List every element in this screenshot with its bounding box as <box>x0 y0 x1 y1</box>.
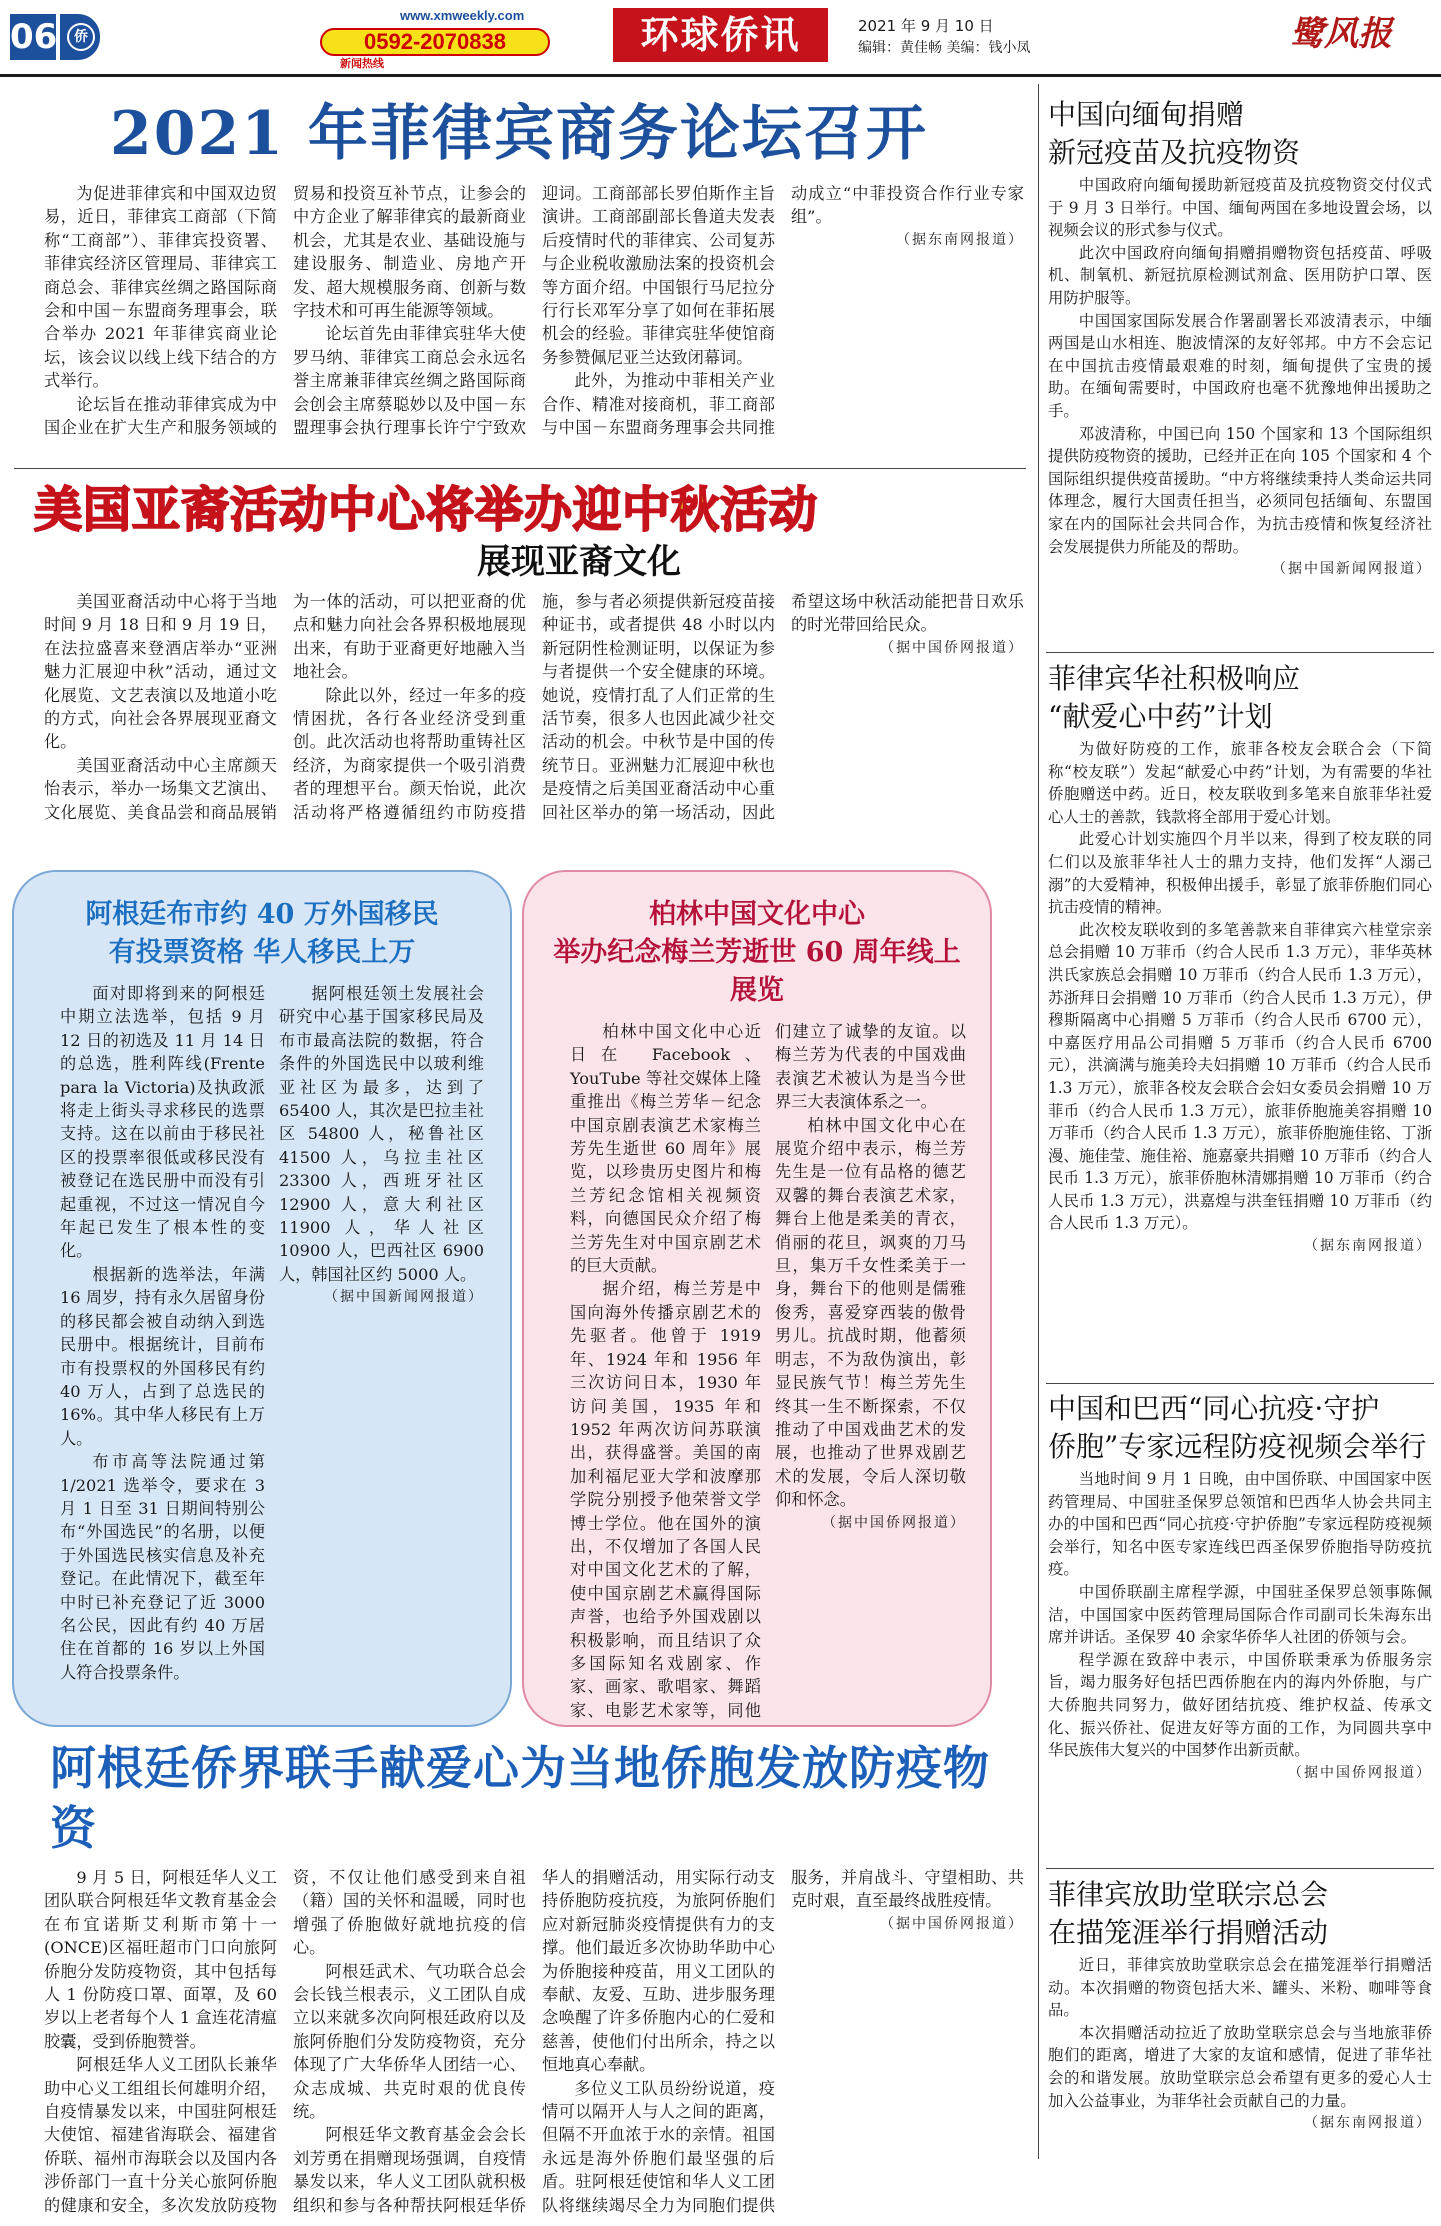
paragraph: 中国政府向缅甸援助新冠疫苗及抗疫物资交付仪式于 9 月 3 日举行。中国、缅甸两国在多地设置会场，以视频会议的形式参与仪式。 <box>1048 176 1432 240</box>
paragraph: 为促进菲律宾和中国双边贸易，近日，菲律宾工商部（下简称“工商部”）、菲律宾投资署、菲律宾经济区管理局、菲律宾工商总会、菲律宾丝绸之路国际商会和中国－东盟商务理事会，联合举办 2021 年菲律宾商业论坛，该会议以线上线下结合的方式举行。 <box>44 184 277 391</box>
article-body <box>1048 1954 1432 2135</box>
paragraph: 为做好防疫的工作，旅菲各校友会联合会（下简称“校友联”）发起“献爱心中药”计划，为有需要的华社侨胞赠送中药。近日，校友联收到多笔来自旅菲华社爱心人士的善款，钱款将全部用于爱心计划。 <box>1048 740 1432 826</box>
paragraph: 美国亚裔活动中心将于当地时间 9 月 18 日和 9 月 19 日，在法拉盛喜来登酒店举办“亚洲魅力汇展迎中秋”活动，通过文化展览、文艺表演以及地道小吃的方式，向社会各界展现亚裔文化。 <box>44 592 277 752</box>
sidebar-divider-3 <box>1046 1868 1434 1869</box>
news-hotline-logo <box>320 8 550 68</box>
paragraph: 中国侨联副主席程学源，中国驻圣保罗总领事陈佩洁，中国国家中医药管理局国际合作司副司长朱海东出席并讲话。圣保罗 40 余家华侨华人社团的侨领与会。 <box>1048 1582 1432 1647</box>
article-title-line1: 菲律宾华社积极响应 <box>1048 662 1301 695</box>
sidebar-divider <box>1038 84 1039 2159</box>
article-title-line2: 在描笼涯举行捐赠活动 <box>1048 1916 1329 1949</box>
article-source: （据中国新闻网报道） <box>324 1289 484 1306</box>
paragraph: 多位义工队员纷纷说道，疫情可以隔开人与人之间的距离，但隔不开血浓于水的亲情。祖国永远是海外侨胞们最坚强的后盾。驻阿根廷使馆和华人义工团队将继续竭尽全力为同胞们提供服务，并肩战斗、守望相助、共克时艰，直至最终战胜疫情。 <box>542 1868 1024 2215</box>
section-title: 环球侨讯 <box>613 8 828 62</box>
article-title-line2: 举办纪念梅兰芳逝世 60 周年线上展览 <box>553 937 961 1006</box>
article-title-line2: 有投票资格 华人移民上万 <box>108 937 416 968</box>
article-body <box>40 982 484 1702</box>
article-title-line2: 新冠疫苗及抗疫物资 <box>1048 136 1301 169</box>
article-body <box>1048 738 1432 1258</box>
article-title-line2: “献爱心中药”计划 <box>1048 700 1273 733</box>
hotline-tag: 新闻热线 <box>340 57 384 70</box>
article-source: （据中国侨网报道） <box>880 639 1024 656</box>
article-title-line2: 侨胞”专家远程防疫视频会举行 <box>1048 1430 1427 1463</box>
paragraph: 9 月 5 日，阿根廷华人义工团队联合阿根廷华文教育基金会在布宜诺斯艾利斯市第十一(ONCE)区福旺超市门口向旅阿侨胞分发防疫物资，其中包括每人 1 份防疫口罩、面罩，及 60 岁以上老者每个人 1 盒连花清瘟胶囊，受到侨胞赞誉。 <box>44 1868 277 2051</box>
article-body <box>1048 174 1432 581</box>
sidebar-article-china-brazil-video-conference <box>1048 1390 1432 1784</box>
paragraph: 此次中国政府向缅甸捐赠捐赠物资包括疫苗、呼吸机、制氧机、新冠抗原检测试剂盒、医用防护口罩、医用防护服等。 <box>1048 243 1432 307</box>
sidebar-divider-1 <box>1046 652 1434 653</box>
paragraph: 论坛旨在推动菲律宾成为中国企业在扩大生产和服务领域的贸易和投资互补节点，让参会的中方企业了解菲律宾的最新商业机会，尤其是农业、基础设施与建设服务、制造业、房地产开发、超大规模服务商、创新与数字技术和可再生能源等领域。 <box>44 184 526 438</box>
article-body <box>548 1020 966 1740</box>
paragraph: 阿根廷武术、气功联合总会会长钱兰根表示，义工团队自成立以来就多次向阿根廷政府以及旅阿侨胞们分发防疫物资，充分体现了广大华侨华人团结一心、众志成城、共克时艰的优良传统。 <box>293 1961 526 2122</box>
page-number: 06 <box>10 14 56 60</box>
paragraph: 据介绍，梅兰芳是中国向海外传播京剧艺术的先驱者。他曾于 1919 年、1924 年和 1956 年三次访问日本，1930 年访问美国，1935 年和 1952 年两次访问苏联演出，获得盛誉。美国的南加利福尼亚大学和波摩那学院分别授予他荣誉文学博士学位。他在国外的演出，不仅增加了各国人民对中国文化艺术的了解，使中国京剧艺术赢得国际声誉，也给予外国戏剧以积极影响，而且结识了众多国际知名戏剧家、作家、画家、歌唱家、舞蹈家、电影艺术家等，同他们建立了诚挚的友谊。以梅兰芳为代表的中国戏曲表演艺术被认为是当今世界三大表演体系之一。 <box>570 1022 966 1720</box>
article-title-line1: 柏林中国文化中心 <box>649 899 865 930</box>
article-argentina-immigrant-voters <box>12 870 512 1727</box>
article-title-line1: 菲律宾放助堂联宗总会 <box>1048 1878 1329 1911</box>
article-argentina-supplies-donation <box>14 1738 1024 2226</box>
website-url[interactable]: www.xmweekly.com <box>400 8 525 23</box>
paragraph: 柏林中国文化中心近日在 Facebook、YouTube 等社交媒体上隆重推出《梅兰芳华－纪念中国京剧表演艺术家梅兰芳先生逝世 60 周年》展览，以珍贵历史图片和梅兰芳纪念馆相关视频资料，向德国民众介绍了梅兰芳先生对中国京剧艺术的巨大贡献。 <box>570 1022 761 1276</box>
paragraph: 除此以外，经过一年多的疫情困扰，各行各业经济受到重创。此次活动也将帮助重铸社区经济，为商家提供一个吸引消费者的理想平台。颜天怡说，此次活动将严格遵循纽约市防疫措施，参与者必须提供新冠疫苗接种证书，或者提供 48 小时以内新冠阴性检测证明，以保证为参与者提供一个安全健康的环境。她说，疫情打乱了人们正常的生活节奏，很多人也因此减少社交活动的机会。中秋节是中国的传统节日。亚洲魅力汇展迎中秋也是疫情之后美国亚裔活动中心重回社区举办的第一场活动，因此希望这场中秋活动能把昔日欢乐的时光带回给民众。 <box>293 592 1024 822</box>
paragraph: 当地时间 9 月 1 日晚，由中国侨联、中国国家中医药管理局、中国驻圣保罗总领馆和巴西华人协会共同主办的中国和巴西“同心抗疫·守护侨胞”专家远程防疫视频会举行，知名中医专家连线巴西圣保罗侨胞指导防疫抗疫。 <box>1048 1470 1432 1579</box>
paragraph: 根据新的选举法，年满 16 周岁，持有永久居留身份的移民都会被自动纳入到选民册中。根据统计，目前布市有投票权的外国移民有约 40 万人，占到了总选民的 16%。其中华人移民有上万人。 <box>60 1264 265 1448</box>
sidebar-article-philippines-tcm-donation <box>1048 660 1432 1258</box>
article-title: 2021 年菲律宾商务论坛召开 <box>110 99 928 169</box>
article-title-line1: 中国向缅甸捐赠 <box>1048 98 1245 131</box>
paragraph: 论坛首先由菲律宾驻华大使罗马纳、菲律宾工商总会永远名誉主席兼菲律宾丝绸之路国际商会创会主席蔡聪妙以及中国－东盟理事会执行理事长许宁宁致欢迎词。工商部部长罗伯斯作主旨演讲。工商部副部长鲁道夫发表后疫情时代的菲律宾、公司复苏与企业税收激励法案的投资机会等方面介绍。中国银行马尼拉分行行长邓军分享了如何在菲拓展机会的经验。菲律宾驻华使馆商务参赞佩尼亚兰达致闭幕词。 <box>293 184 775 438</box>
overseas-chinese-badge-icon: 侨 <box>67 23 95 51</box>
masthead-rule <box>0 74 1441 77</box>
section-divider <box>14 468 1026 469</box>
article-source: （据中国侨网报道） <box>822 1514 966 1531</box>
masthead <box>0 0 1441 80</box>
article-body <box>14 182 1024 452</box>
sidebar-article-china-myanmar-vaccine <box>1048 96 1432 581</box>
article-us-asian-center-mid-autumn <box>14 480 1024 842</box>
paragraph: 本次捐赠活动拉近了放助堂联宗总会与当地旅菲侨胞们的距离，增进了大家的友谊和感情，促进了菲华社会的和谐发展。放助堂联宗总会希望有更多的爱心人士加入公益事业，为菲华社会贡献自己的力量。 <box>1048 2023 1432 2110</box>
paragraph: 据阿根廷领土发展社会研究中心基于国家移民局及布市最高法院的数据，符合条件的外国选民中以玻利维亚社区为最多，达到了 65400 人，其次是巴拉圭社区 54800 人，秘鲁社区 41500 人，乌拉圭社区 23300 人，西班牙社区 12900 人，意大利社区 11900 人，华人社区 10900 人，巴西社区 6900 人，韩国社区约 5000 人。 <box>279 984 484 1284</box>
article-source: （据东南网报道） <box>1304 1238 1432 1255</box>
newspaper-brand-logo: 鹭风报 <box>1290 14 1392 54</box>
page-badge <box>60 14 100 60</box>
article-berlin-mei-lanfang-exhibition <box>522 870 992 1727</box>
paragraph: 柏林中国文化中心在展览介绍中表示，梅兰芳先生是一位有品格的德艺双馨的舞台表演艺术家，舞台上他是柔美的青衣，俏丽的花旦，飒爽的刀马旦，集万千女性柔美于一身，舞台下的他则是儒雅俊秀，喜爱穿西装的傲骨男儿。抗战时期，他蓄须明志，不为敌伪演出，彰显民族气节！梅兰芳先生终其一生不断探索，不仅推动了中国戏曲艺术的发展，也推动了世界戏剧艺术的发展，令后人深切敬仰和怀念。 <box>775 1115 966 1510</box>
article-subtitle: 展现亚裔文化 <box>477 542 681 582</box>
hotline-number: 0592-2070838 <box>320 28 550 56</box>
sidebar-divider-2 <box>1046 1383 1434 1384</box>
paragraph: 阿根廷华人义工团队长兼华助中心义工组组长何雄明介绍，自疫情暴发以来，中国驻阿根廷大使馆、福建省海联会、福建省侨联、福州市海联会以及国内各涉侨部门一直十分关心旅阿侨胞的健康和安全，多次发放防疫物资，不仅让他们感受到来自祖（籍）国的关怀和温暖，同时也增强了侨胞做好就地抗疫的信心。 <box>44 1868 526 2215</box>
article-source: （据东南网报道） <box>896 231 1024 248</box>
article-source: （据中国新闻网报道） <box>1272 561 1432 578</box>
article-philippines-business-forum <box>14 96 1024 452</box>
sidebar-article-philippines-association-donation <box>1048 1876 1432 2135</box>
paragraph: 近日，菲律宾放助堂联宗总会在描笼涯举行捐赠活动。本次捐赠的物资包括大米、罐头、米粉、咖啡等食品。 <box>1048 1956 1432 2020</box>
paragraph: 中国国家国际发展合作署副署长邓波清表示，中缅两国是山水相连、胞波情深的友好邻邦。中方不会忘记在中国抗击疫情最艰难的时刻，缅甸提供了宝贵的援助。在缅甸需要时，中国政府也毫不犹豫地伸出援助之手。 <box>1048 311 1432 420</box>
article-title: 美国亚裔活动中心将举办迎中秋活动 <box>34 482 819 538</box>
paragraph: 阿根廷华文教育基金会会长刘芳勇在捐赠现场强调，自疫情暴发以来，华人义工团队就积极组织和参与各种帮扶阿根廷华侨华人的捐赠活动，用实际行动支持侨胞防疫抗疫，为旅阿侨胞们应对新冠肺炎疫情提供有力的支撑。他们最近多次协助华助中心为侨胞接种疫苗，用义工团队的奉献、友爱、互助、进步服务理念唤醒了许多侨胞内心的仁爱和慈善，使他们付出所余，持之以恒地真心奉献。 <box>293 1868 775 2215</box>
paragraph: 程学源在致辞中表示，中国侨联秉承为侨服务宗旨，竭力服务好包括巴西侨胞在内的海内外侨胞，与广大侨胞共同努力，做好团结抗疫、维护权益、传承文化、振兴侨社、促进友好等方面的工作，为同圆共享中华民族伟大复兴的中国梦作出新贡献。 <box>1048 1650 1432 1760</box>
article-body <box>1048 1468 1432 1784</box>
issue-date: 2021 年 9 月 10 日 <box>858 17 994 35</box>
article-body <box>14 1866 1024 2226</box>
editors-credit: 编辑：黄佳畅 美编：钱小凤 <box>858 40 1031 56</box>
paragraph: 布市高等法院通过第 1/2021 选举令，要求在 3 月 1 日至 31 日期间特别公布“外国选民”的名册，以便于外国选民核实信息及补充登记。在此情况下，截至年中时已补充登记了近 3000 名公民，因此有约 40 万居住在首都的 16 岁以上外国人符合投票条件。 <box>60 1452 265 1682</box>
paragraph: 此爱心计划实施四个月半以来，得到了校友联的同仁们以及旅菲华社人士的鼎力支持，他们发挥“人溺己溺”的大爱精神，积极伸出援手，彰显了旅菲侨胞们同心抗击疫情的精神。 <box>1048 830 1432 917</box>
article-source: （据中国侨网报道） <box>1288 1764 1432 1781</box>
paragraph: 美国亚裔活动中心主席颜天怡表示，举办一场集文艺演出、文化展览、美食品尝和商品展销为一体的活动，可以把亚裔的优点和魅力向社会各界积极地展现出来，有助于亚裔更好地融入当地社会。 <box>44 592 526 822</box>
article-source: （据东南网报道） <box>1304 2115 1432 2132</box>
article-title: 阿根廷侨界联手献爱心为当地侨胞发放防疫物资 <box>50 1741 990 1855</box>
paragraph: 此次校友联收到的多笔善款来自菲律宾六桂堂宗亲总会捐赠 10 万菲币（约合人民币 1.3 万元），菲华英林洪氏家族总会捐赠 10 万菲币（约合人民币 1.3 万元），苏浙拜日会捐赠 10 万菲币（约合人民币 1.3 万元），伊穆斯隔离中心捐赠 5 万菲币（约合人民币 6700 元），中嘉医疗用品公司捐赠 5 万菲币（约合人民币 6700 元），洪滴满与施美玲夫妇捐赠 10 万菲币（约合人民币 1.3 万元），旅菲各校友会联合会妇女委员会捐赠 10 万菲币（约合人民币 1.3 万元），旅菲侨胞施美容捐赠 10 万菲币（约合人民币 1.3 万元），旅菲侨胞施佳铭、丁浙漫、施佳莹、施佳裕、施嘉豪共捐赠 10 万菲币（约合人民币 1.3 万元），旅菲侨胞林清娜捐赠 10 万菲币（约合人民币 1.3 万元），洪嘉煌与洪奎钰捐赠 10 万菲币（约合人民币 1.3 万元）。 <box>1048 920 1432 1233</box>
paragraph: 邓波清称，中国已向 150 个国家和 13 个国际组织提供防疫物资的援助，已经并正在向 105 个国家和 4 个国际组织提供疫苗援助。“中方将继续秉持人类命运共同体理念，履行大国责任担当，必须同包括缅甸、东盟国家在内的国际社会共同合作，为抗击疫情和恢复经济社会发展提供力所能及的帮助。 <box>1048 424 1432 556</box>
article-source: （据中国侨网报道） <box>880 1915 1024 1932</box>
article-body <box>14 590 1024 842</box>
paragraph: 面对即将到来的阿根廷中期立法选举，包括 9 月 12 日的初选及 11 月 14 日的总选，胜利阵线(Frente para la Victoria)及执政派将走上街头寻求移民的选票支持。这在以前由于移民社区的投票率很低或移民没有被登记在选民册中而没有引起重视，不过这一情况自今年起已发生了根本性的变化。 <box>60 984 265 1261</box>
paragraph: 此外，为推动中菲相关产业合作、精准对接商机，菲工商部与中国－东盟商务理事会共同推动成立“中菲投资合作行业专家组”。 <box>542 184 1024 438</box>
article-title-line1: 阿根廷布市约 40 万外国移民 <box>85 899 439 930</box>
article-title-line1: 中国和巴西“同心抗疫·守护 <box>1048 1392 1380 1425</box>
